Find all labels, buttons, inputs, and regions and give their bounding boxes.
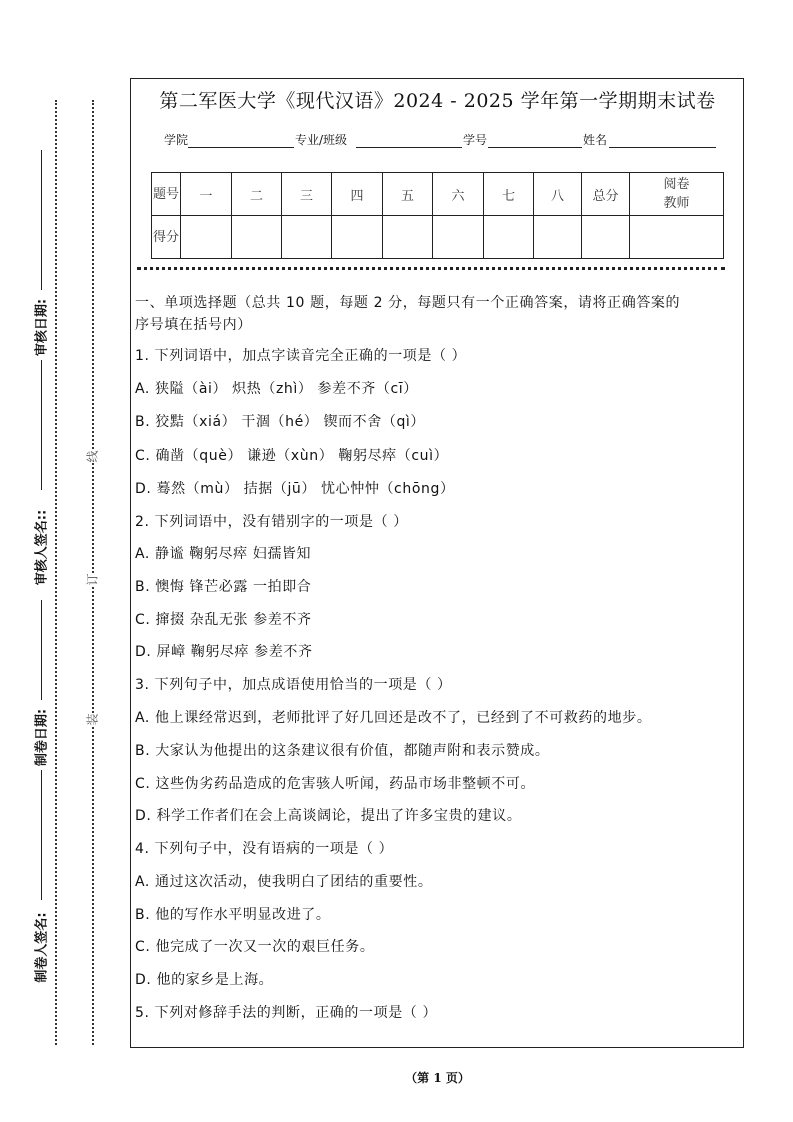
question-option: D. 蓦然（mù） 拮据（jū） 忧心忡忡（chōng）: [135, 481, 455, 497]
column-header: 四: [332, 173, 383, 216]
student-id-label: 学号: [463, 133, 488, 147]
question-stem: 2. 下列词语中，没有错别字的一项是（ ）: [135, 514, 408, 530]
question-option: B. 大家认为他提出的这条建议很有价值，都随声附和表示赞成。: [135, 743, 550, 759]
score-cell[interactable]: [484, 216, 534, 259]
question-option: A. 狭隘（ài） 炽热（zhì） 参差不齐（cī）: [135, 381, 418, 397]
table-row: [152, 216, 724, 259]
question-option: C. 确凿（què） 谦逊（xùn） 鞠躬尽瘁（cuì）: [135, 448, 449, 464]
section-heading-cont: 序号填在括号内）: [135, 317, 252, 333]
column-header-grader: 阅卷教师: [630, 173, 724, 216]
row-label-score: 得分: [152, 216, 181, 259]
page-title: 第二军医大学《现代汉语》2024 - 2025 学年第一学期期末试卷: [159, 90, 716, 112]
separator-dotted-line: [137, 267, 725, 270]
score-cell[interactable]: [534, 216, 582, 259]
column-header: 七: [484, 173, 534, 216]
signature-line: [41, 360, 42, 490]
score-cell[interactable]: [332, 216, 383, 259]
binding-dotted-line: [55, 100, 57, 1045]
question-stem: 4. 下列句子中，没有语病的一项是（ ）: [135, 841, 394, 857]
name-field[interactable]: [609, 147, 716, 148]
question-option: B. 狡黠（xiá） 干涸（hé） 锲而不舍（qì）: [135, 414, 426, 430]
question-option: A. 他上课经常迟到，老师批评了好几回还是改不了，已经到了不可救药的地步。: [135, 710, 652, 726]
reviewer-signature-label: 审核人签名::: [34, 509, 50, 586]
name-label: 姓名: [583, 133, 608, 147]
question-option: D. 他的家乡是上海。: [135, 972, 274, 988]
question-stem: 3. 下列句子中，加点成语使用恰当的一项是（ ）: [135, 677, 452, 693]
score-cell[interactable]: [383, 216, 433, 259]
signature-line: [41, 770, 42, 900]
score-cell[interactable]: [582, 216, 630, 259]
question-option: B. 他的写作水平明显改进了。: [135, 907, 331, 923]
binding-char-xian: 线: [85, 450, 100, 463]
signature-line: [41, 600, 42, 700]
column-header: 总分: [582, 173, 630, 216]
column-header: 八: [534, 173, 582, 216]
page-number: （第 1 页）: [405, 1071, 470, 1085]
column-header: 一: [181, 173, 232, 216]
row-label-question-no: 题号: [152, 173, 181, 216]
college-label: 学院: [164, 133, 189, 147]
binding-char-ding: 订: [85, 573, 100, 586]
question-option: C. 这些伪劣药品造成的危害骇人听闻，药品市场非整顿不可。: [135, 776, 536, 792]
student-id-field[interactable]: [488, 147, 582, 148]
major-class-field[interactable]: [356, 147, 462, 148]
compiler-signature-label: 制卷人签名:: [34, 912, 50, 983]
question-option: A. 通过这次活动，使我明白了团结的重要性。: [135, 874, 433, 890]
compile-date-label: 制卷日期:: [34, 708, 50, 767]
score-table: [151, 172, 724, 259]
binding-char-zhuang: 装: [85, 713, 100, 726]
question-option: B. 懊悔 锋芒必露 一拍即合: [135, 579, 312, 595]
college-field[interactable]: [188, 147, 294, 148]
score-cell[interactable]: [630, 216, 724, 259]
column-header: 五: [383, 173, 433, 216]
question-stem: 1. 下列词语中，加点字读音完全正确的一项是（ ）: [135, 348, 467, 364]
score-cell[interactable]: [282, 216, 332, 259]
score-cell[interactable]: [433, 216, 484, 259]
major-class-label: 专业/班级: [295, 133, 348, 147]
score-cell[interactable]: [232, 216, 282, 259]
question-option: C. 他完成了一次又一次的艰巨任务。: [135, 939, 375, 955]
question-option: A. 静谧 鞠躬尽瘁 妇孺皆知: [135, 546, 312, 562]
column-header: 三: [282, 173, 332, 216]
section-heading: 一、单项选择题（总共 10 题，每题 2 分，每题只有一个正确答案，请将正确答案的: [135, 295, 681, 311]
question-stem: 5. 下列对修辞手法的判断，正确的一项是（ ）: [135, 1005, 438, 1021]
question-option: D. 科学工作者们在会上高谈阔论，提出了许多宝贵的建议。: [135, 808, 522, 824]
signature-line: [41, 150, 42, 290]
score-cell[interactable]: [181, 216, 232, 259]
question-option: C. 撺掇 杂乱无张 参差不齐: [135, 612, 312, 628]
table-row: [152, 173, 724, 216]
review-date-label: 审核日期:: [34, 298, 50, 357]
question-option: D. 屏嶂 鞠躬尽瘁 参差不齐: [135, 644, 313, 660]
column-header: 六: [433, 173, 484, 216]
column-header: 二: [232, 173, 282, 216]
